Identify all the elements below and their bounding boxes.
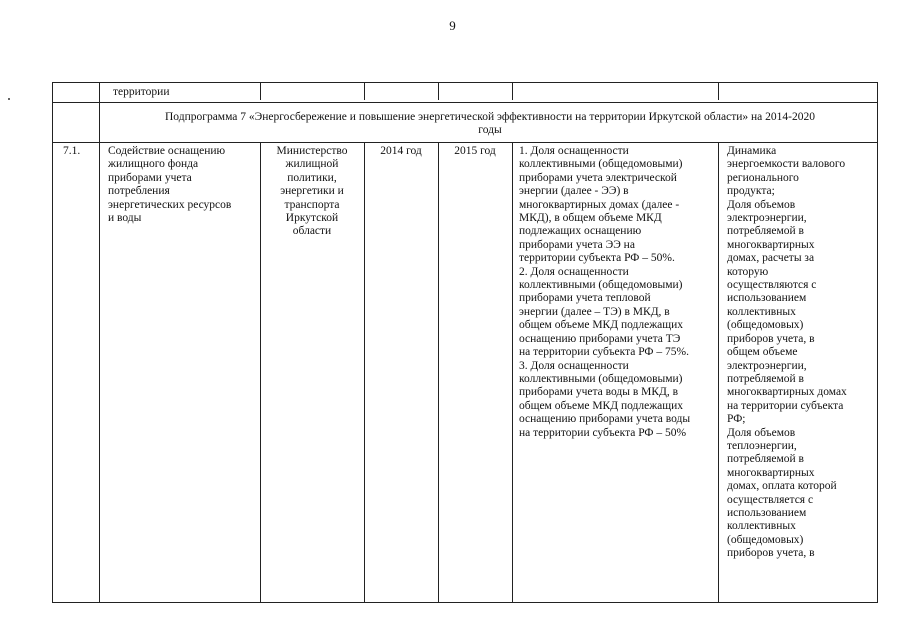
executor-cell: Министерство жилищной политики, энергетики и транспорта Иркутской области [276, 145, 348, 238]
column-divider [364, 83, 365, 100]
program-table [52, 82, 878, 603]
column-divider [364, 142, 365, 602]
column-divider [718, 142, 719, 602]
continued-cell-text: территории [113, 86, 170, 98]
page-number: 9 [449, 18, 456, 33]
activity-cell: Содействие оснащению жилищного фонда приборами учета потребления энергетических ресурсов и воды [108, 145, 232, 225]
column-divider [99, 83, 100, 602]
column-divider [260, 142, 261, 602]
column-divider [512, 83, 513, 100]
column-divider [438, 83, 439, 100]
table-rule [53, 102, 877, 103]
row-number: 7.1. [63, 145, 81, 157]
subprogram-heading: Подпрограмма 7 «Энергосбережение и повышение энергетической эффективности на территории Иркутской области» на 2014-2020 годы [165, 111, 815, 137]
indicators-cell: Динамика энергоемкости валового регионального продукта; Доля объемов электроэнергии, потребляемой в многоквартирных домах, расчеты за которую осуществляются с использованием коллективных (общедомовых) приборов учета, в общем объеме электроэнергии, потребляемой в многоквартирных домах на территории субъекта РФ; Доля объемов теплоэнергии, потребляемой в многоквартирных домах, оплата которой осуществляется с использованием коллективных (общедомовых) приборов учета, в [727, 145, 847, 560]
start-year-cell: 2014 год [380, 145, 422, 157]
column-divider [718, 83, 719, 100]
column-divider [438, 142, 439, 602]
scan-speck [8, 98, 10, 100]
end-year-cell: 2015 год [454, 145, 496, 157]
column-divider [260, 83, 261, 100]
table-rule [53, 142, 877, 143]
results-cell: 1. Доля оснащенности коллективными (общедомовыми) приборами учета электрической энергии (далее - ЭЭ) в многоквартирных домах (далее - МКД), в общем объеме МКД подлежащих оснащению приборами учета ЭЭ на территории субъекта РФ – 50%. 2. Доля оснащенности коллективными (общедомовыми) приборами учета тепловой энергии (далее – ТЭ) в МКД, в общем объеме МКД подлежащих оснащению приборами учета ТЭ на территории субъекта РФ – 75%. 3. Доля оснащенности коллективными (общедомовыми) приборами учета воды в МКД, в общем объеме МКД подлежащих оснащению приборами учета воды на территории субъекта РФ – 50% [519, 145, 691, 439]
column-divider [512, 142, 513, 602]
